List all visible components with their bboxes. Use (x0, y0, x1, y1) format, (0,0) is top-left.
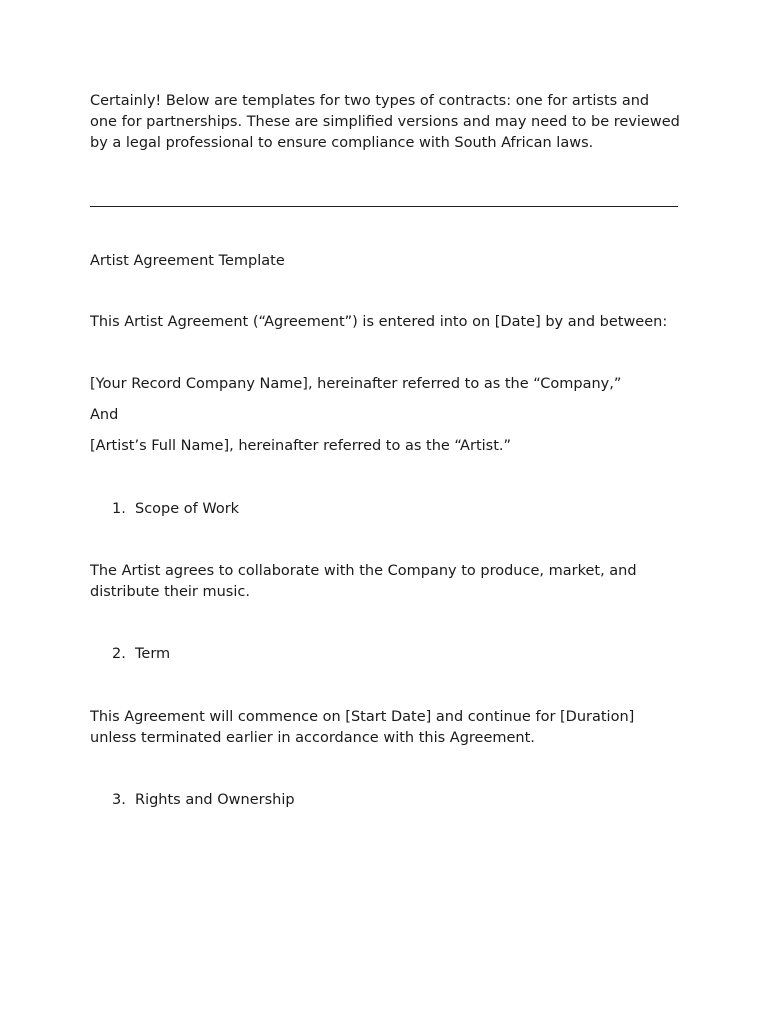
section-title: Rights and Ownership (135, 792, 295, 808)
section-body-term: This Agreement will commence on [Start Date] and continue for [Duration] unless terminated earlier in accordance with this Agreement. (90, 709, 635, 746)
section-title: Term (135, 646, 171, 662)
document-heading: Artist Agreement Template (90, 253, 285, 269)
agreement-intro-paragraph: This Artist Agreement (“Agreement”) is entered into on [Date] by and between: (90, 314, 668, 330)
section-heading-rights (112, 790, 680, 811)
intro-paragraph: Certainly! Below are templates for two types of contracts: one for artists and one for partnerships. These are simplified versions and may need to be reviewed by a legal professional to ensure compliance with South African laws. (90, 93, 680, 151)
document-page (90, 91, 680, 811)
section-title: Scope of Work (135, 501, 240, 517)
party-and-paragraph: And (90, 407, 119, 423)
horizontal-divider (90, 206, 678, 207)
section-body-scope: The Artist agrees to collaborate with the Company to produce, market, and distribute their music. (90, 563, 637, 600)
section-heading-term (112, 644, 680, 665)
section-number: 1. (112, 501, 126, 517)
section-number: 2. (112, 646, 126, 662)
section-number: 3. (112, 792, 126, 808)
party-company-paragraph: [Your Record Company Name], hereinafter referred to as the “Company,” (90, 376, 622, 392)
section-heading-scope (112, 499, 680, 520)
party-artist-paragraph: [Artist’s Full Name], hereinafter referred to as the “Artist.” (90, 438, 512, 454)
